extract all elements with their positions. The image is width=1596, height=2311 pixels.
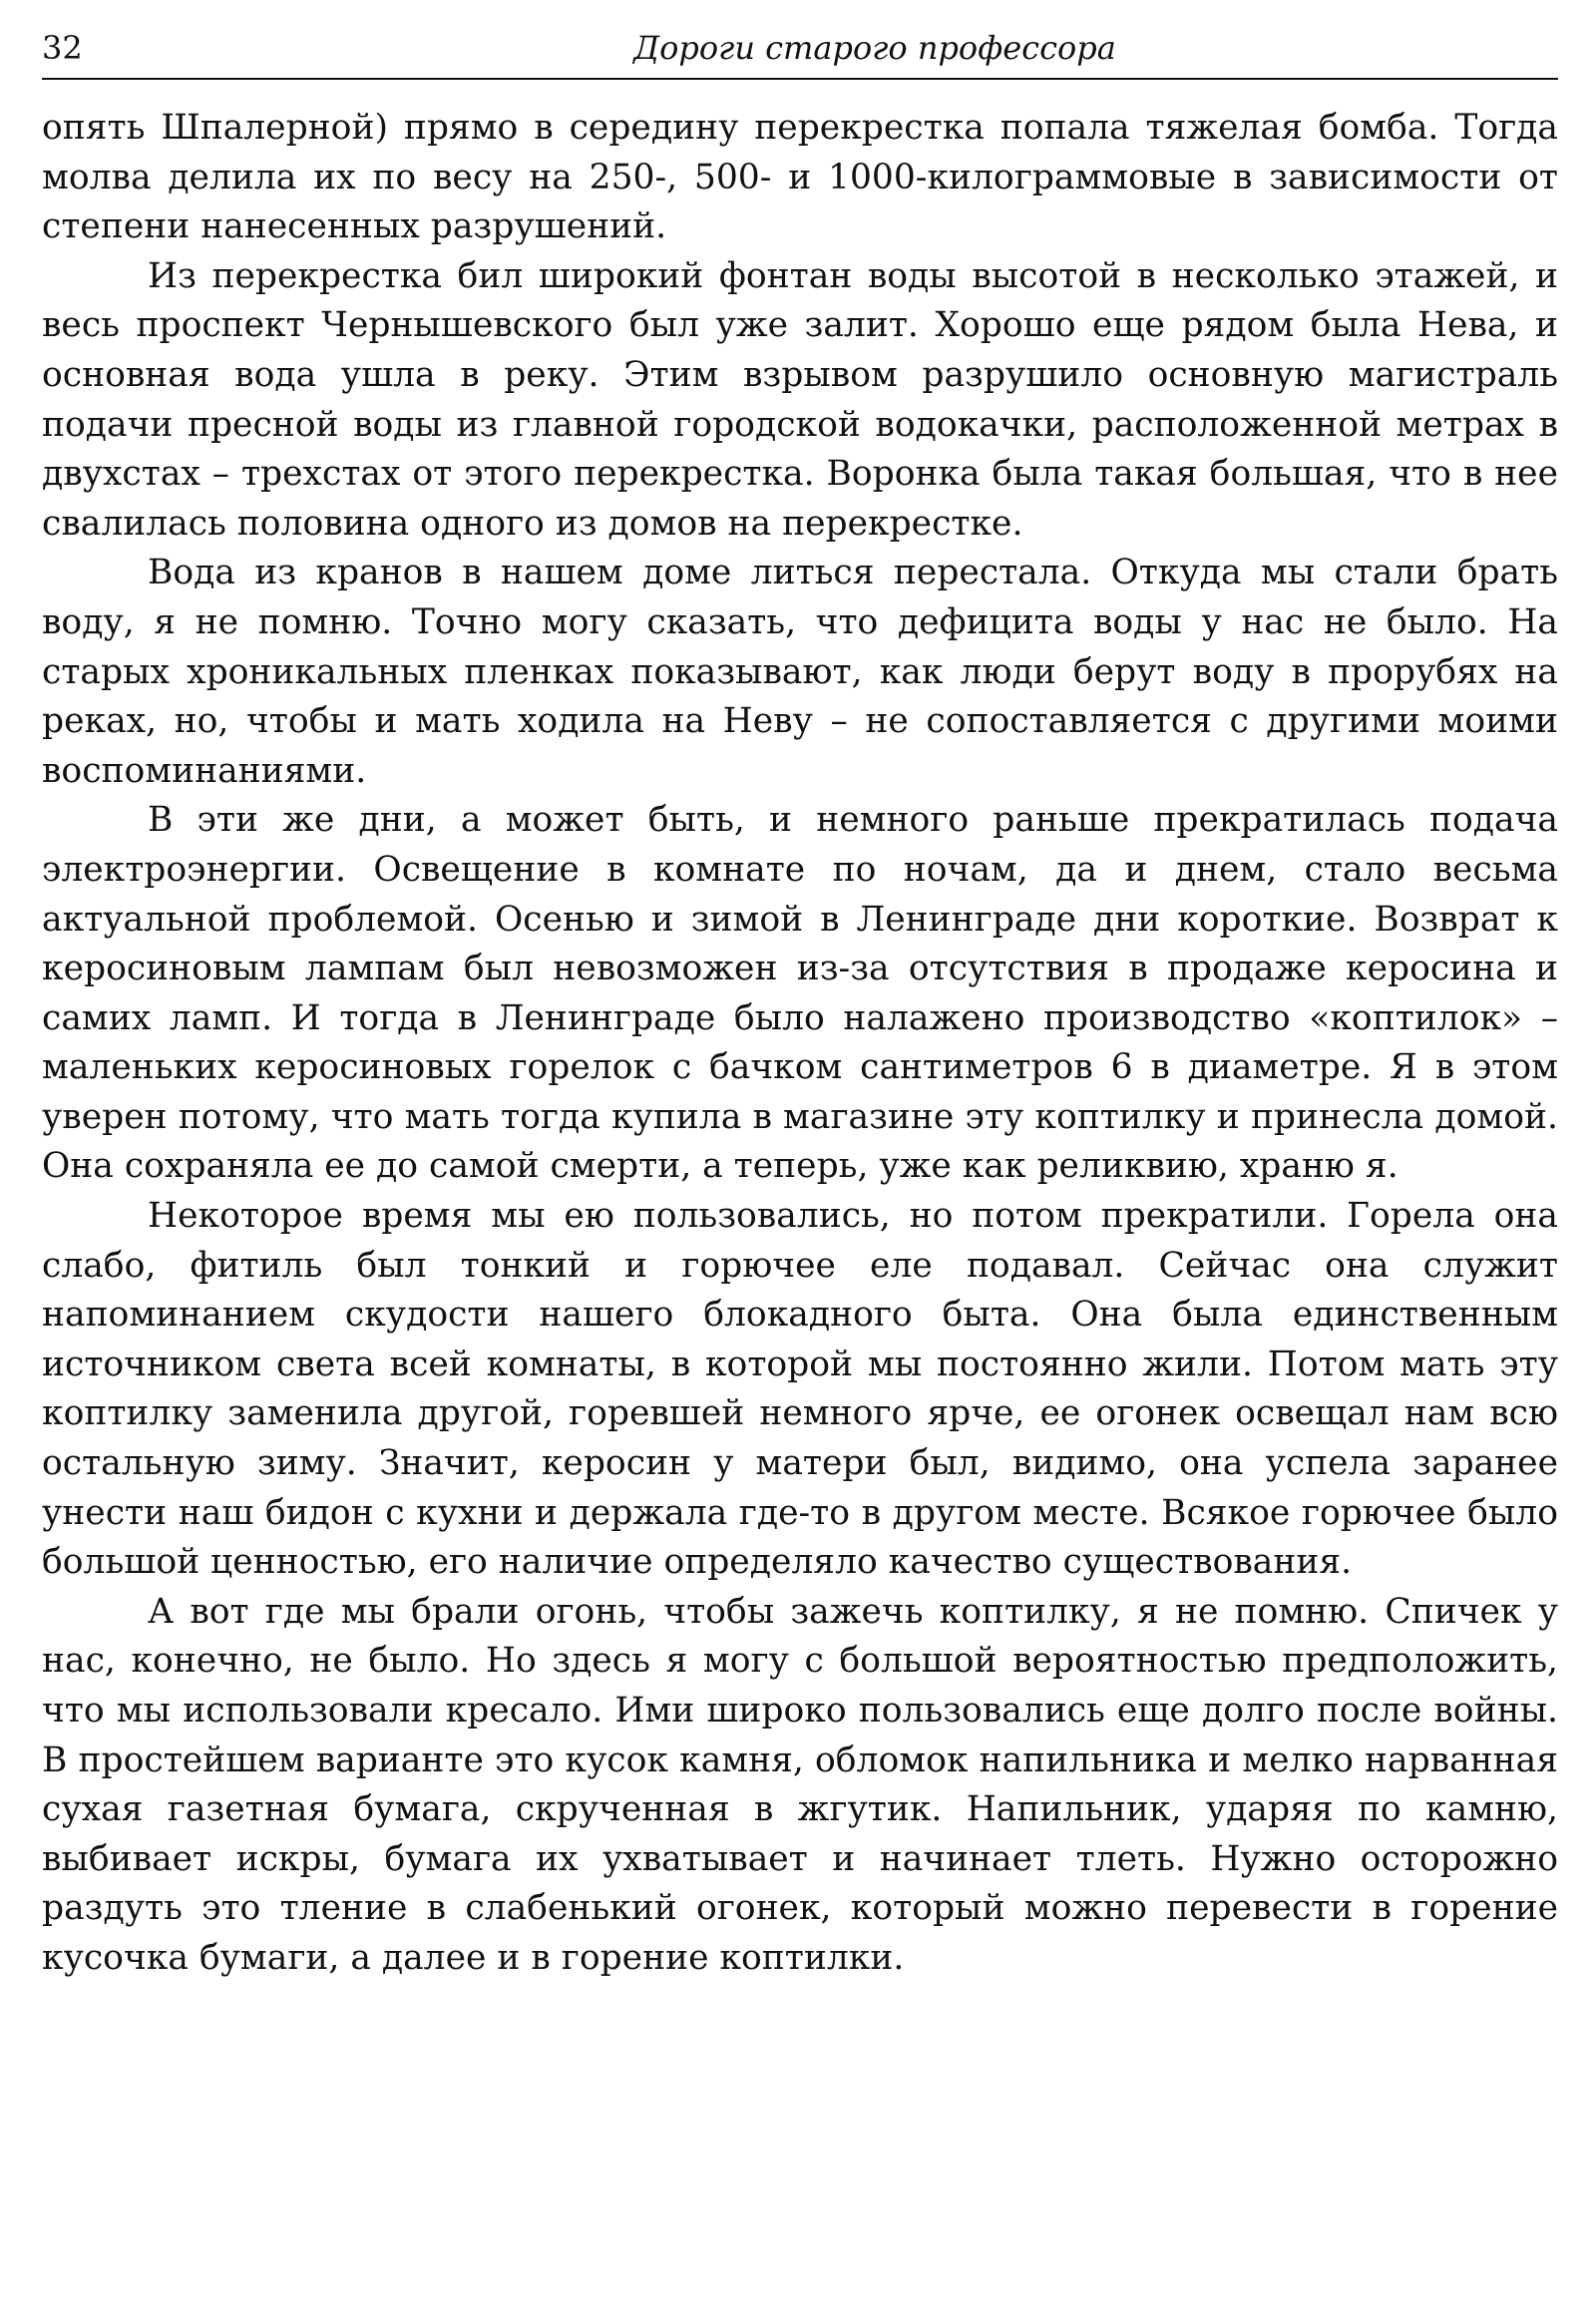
- page-number: 32: [42, 29, 83, 67]
- paragraph-lamp: Некоторое время мы ею пользовались, но потом прекратили. Горела она слабо, фитиль был тонкий и горючее еле подавал. Сейчас она служит напоминанием скудости нашего блокадного быта. Она была единственным источником света всей комнаты, в которой мы постоянно жили. Потом мать эту коптилку заменила другой, горевшей немного ярче, ее огонек освещал нам всю остальную зиму. Значит, керосин у матери был, видимо, она успела заранее унести наш бидон с кухни и держала где-то в другом месте. Всякое горючее было большой ценностью, его наличие определяло качество существования.: [42, 1196, 1558, 1583]
- running-header: [42, 22, 1558, 80]
- paragraph-water: Вода из кранов в нашем доме литься перестала. Откуда мы стали брать воду, я не помню. Точно могу сказать, что дефицита воды у нас не было. На старых хроникальных пленках показывают, как люди берут воду в прорубях на реках, но, чтобы и мать ходила на Неву – не сопоставляется с другими моими воспоминаниями.: [42, 553, 1558, 791]
- paragraph-fire: А вот где мы брали огонь, чтобы зажечь коптилку, я не помню. Спичек у нас, конечно, не было. Но здесь я могу с большой вероятностью предположить, что мы использовали кресало. Ими широко пользовались еще долго после войны. В простейшем варианте это кусок камня, обломок напильника и мелко нарванная сухая газетная бумага, скрученная в жгутик. Напильник, ударяя по камню, выбивает искры, бумага их ухватывает и начинает тлеть. Нужно осторожно раздуть это тление в слабенький огонек, который можно перевести в горение кусочка бумаги, а далее и в горение коптилки.: [42, 1591, 1558, 1978]
- book-title: Дороги старого профессора: [633, 29, 1116, 67]
- paragraph-fountain: Из перекрестка бил широкий фонтан воды высотой в несколько этажей, и весь проспект Чернышевского был уже залит. Хорошо еще рядом была Нева, и основная вода ушла в реку. Этим взрывом разрушило основную магистраль подачи пресной воды из главной городской водокачки, расположенной метрах в двухстах – трехстах от этого перекрестка. Воронка была такая большая, что в нее свалилась половина одного из домов на перекрестке.: [42, 255, 1558, 544]
- book-page: [42, 22, 1558, 1984]
- body-text: [42, 104, 1558, 1984]
- paragraph-electricity: В эти же дни, а может быть, и немного раньше прекратилась подача электроэнергии. Освещение в комнате по ночам, да и днем, стало весьма актуальной проблемой. Осенью и зимой в Ленинграде дни короткие. Возврат к керосиновым лампам был невозможен из-за отсутствия в продаже керосина и самих ламп. И тогда в Ленинграде было налажено производство «коптилок» – маленьких керосиновых горелок с бачком сантиметров 6 в диаметре. Я в этом уверен потому, что мать тогда купила в магазине эту коптилку и принесла домой. Она сохраняла ее до самой смерти, а теперь, уже как реликвию, храню я.: [42, 800, 1558, 1187]
- paragraph-continued: опять Шпалерной) прямо в середину перекрестка попала тяжелая бомба. Тогда молва делила их по весу на 250-, 500- и 1000-килограммовые в зависимости от степени нанесенных разрушений.: [42, 108, 1558, 247]
